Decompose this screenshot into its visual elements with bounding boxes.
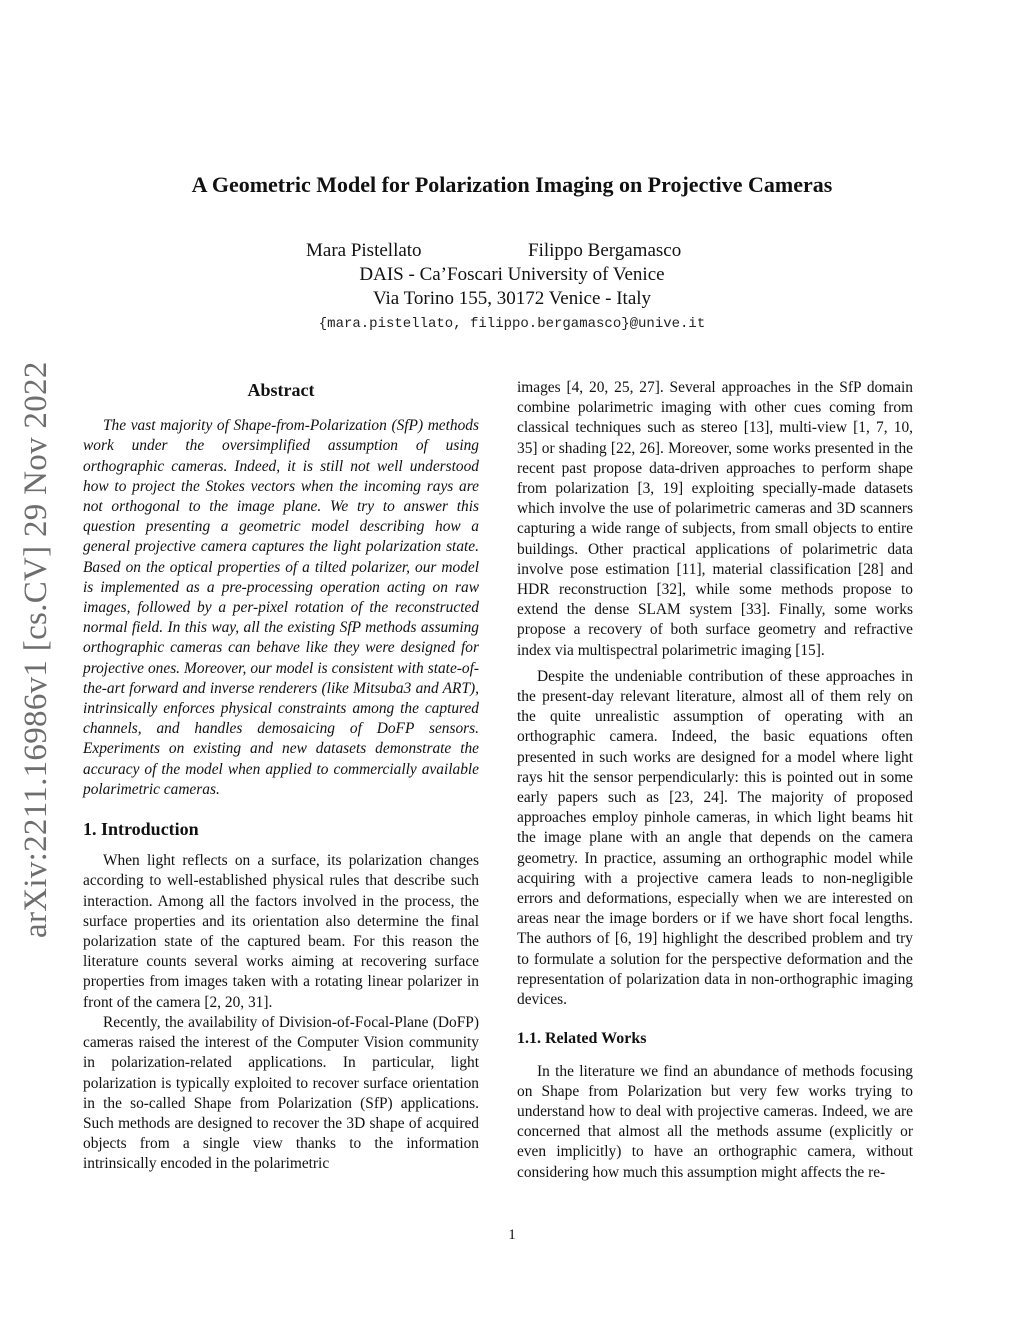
intro-paragraph-1: When light reflects on a surface, its polarization changes according to well-established physical rules that describe such interaction. Among all the factors involved in the process, the surface properties and its orientation also determine the final polarization state of the captured beam. For this reason the literature counts several works aiming at recovering surface properties from images taken with a rotating linear polarizer in front of the camera [2, 20, 31]. xyxy=(83,852,479,1011)
affiliation-line-1: DAIS - Ca’Foscari University of Venice xyxy=(359,264,665,285)
abstract-text: The vast majority of Shape-from-Polarization (SfP) methods work under the oversimplified assumption of using orthographic cameras. Indeed, it is still not well understood how to project the Stokes vectors when the incoming rays are not orthogonal to the image plane. We try to answer this question presenting a geometric model describing how a general projective camera captures the light polarization state. Based on the optical properties of a tilted polarizer, our model is implemented as a pre-processing operation acting on raw images, followed by a per-pixel rotation of the reconstructed normal field. In this way, all the existing SfP methods assuming orthographic cameras can behave like they were designed for projective ones. Moreover, our model is consistent with state-of-the-art forward and inverse renderers (like Mitsuba3 and ART), intrinsically enforces physical constraints among the captured channels, and handles demosaicing of DoFP sensors. Experiments on existing and new datasets demonstrate the accuracy of the model when applied to commercially available polarimetric cameras. xyxy=(83,417,479,798)
left-column xyxy=(83,378,479,1175)
author-2: Filippo Bergamasco xyxy=(528,240,682,261)
intro-paragraph-2: Recently, the availability of Division-of-Focal-Plane (DoFP) cameras raised the interest of the Computer Vision community in polarization-related applications. In particular, light polarization is typically exploited to recover surface orientation in the so-called Shape from Polarization (SfP) applications. Such methods are designed to recover the 3D shape of acquired objects from a single view thanks to the information intrinsically encoded in the polarimetric xyxy=(83,1013,479,1173)
abstract-heading: Abstract xyxy=(247,380,315,400)
paper-title: A Geometric Model for Polarization Imaging on Projective Cameras xyxy=(191,172,833,197)
affiliation-line-2: Via Torino 155, 30172 Venice - Italy xyxy=(372,288,652,309)
intro-paragraph-3: images [4, 20, 25, 27]. Several approaches in the SfP domain combine polarimetric imaging with other cues coming from classical techniques such as stereo [13], multi-view [1, 7, 10, 35] or shading [22, 26]. Moreover, some works presented in the recent past propose data-driven approaches to perform shape from polarization [3, 19] exploiting specially-made datasets which involve the use of polarimetric cameras and 3D scanners capturing a wide range of subjects, from small objects to entire buildings. Other practical applications of polarimetric data involve pose estimation [11], material classification [28] and HDR reconstruction [32], while some methods propose to extend the dense SLAM system [33]. Finally, some works propose a recovery of both surface geometry and refractive index via multispectral polarimetric imaging [15]. xyxy=(517,379,913,659)
arxiv-identifier: arXiv:2211.16986v1 [cs.CV] 29 Nov 2022 xyxy=(18,361,54,938)
related-works-paragraph-1: In the literature we find an abundance of methods focusing on Shape from Polarization but very few works trying to understand how to deal with projective cameras. Indeed, we are concerned that almost all the methods assume (explicitly or even implicitly) to have an orthographic camera, without considering how much this assumption might affects the re- xyxy=(517,1062,913,1181)
author-emails: {mara.pistellato, filippo.bergamasco}@unive.it xyxy=(318,316,706,332)
author-1: Mara Pistellato xyxy=(306,240,422,261)
page-number: 1 xyxy=(508,1227,516,1243)
intro-paragraph-4: Despite the undeniable contribution of these approaches in the present-day relevant literature, almost all of them rely on the quite unrealistic assumption of operating with an orthographic camera. Indeed, the basic equations often presented in such works are designed for a model where light rays hit the sensor perpendicularly: this is pointed out in some early papers such as [23, 24]. The majority of proposed approaches employ pinhole cameras, in which light beams hit the image plane with an angle that depends on the camera geometry. In practice, assuming an orthographic model while acquiring with a projective camera leads to non-negligible errors and deformations, especially when we are interested on areas near the image borders or if we have short focal lengths. The authors of [6, 19] highlight the described problem and try to formulate a solution for the perspective deformation and the representation of polarization data in non-orthographic imaging devices. xyxy=(517,667,913,1009)
right-column xyxy=(517,378,913,1183)
section-heading-introduction: 1. Introduction xyxy=(83,819,199,840)
subsection-heading-related-works: 1.1. Related Works xyxy=(517,1030,647,1048)
